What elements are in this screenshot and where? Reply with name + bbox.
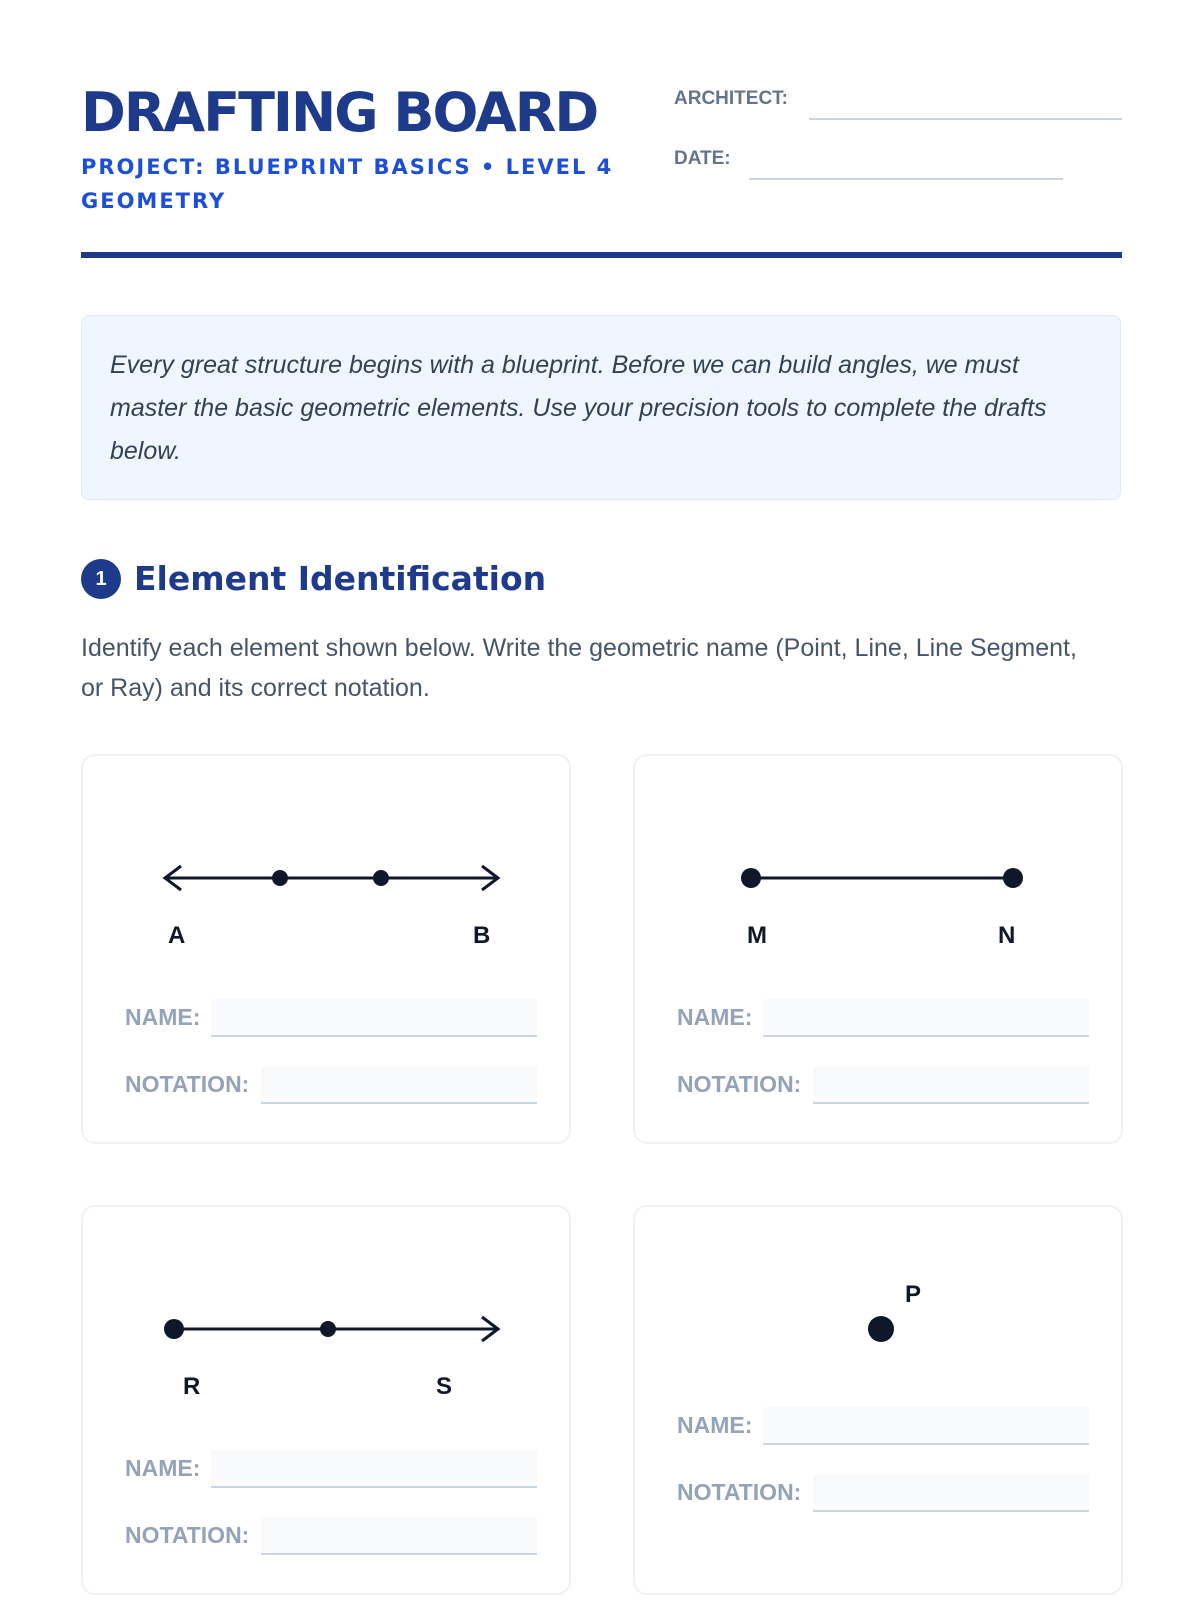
- element-card-ray: [81, 1205, 571, 1595]
- name-label: NAME:: [125, 1455, 201, 1481]
- architect-label: ARCHITECT:: [674, 88, 788, 109]
- name-input[interactable]: [211, 999, 537, 1037]
- notation-input[interactable]: [261, 1517, 537, 1555]
- point-label: N: [998, 922, 1016, 949]
- notation-input[interactable]: [813, 1066, 1089, 1104]
- page-title: DRAFTING BOARD: [81, 81, 598, 144]
- name-label: NAME:: [677, 1004, 753, 1030]
- notation-label: NOTATION:: [677, 1071, 802, 1097]
- point-b-dot: [373, 870, 389, 886]
- intro-callout: Every great structure begins with a blueprint. Before we can build angles, we must master the basic geometric elements. Use your precision tools to complete the drafts below.: [81, 315, 1121, 500]
- element-card-point: [633, 1205, 1123, 1595]
- section-title: Element Identification: [134, 559, 547, 598]
- date-label: DATE:: [674, 148, 731, 169]
- name-input[interactable]: [763, 1407, 1089, 1445]
- endpoint-r-dot: [164, 1319, 184, 1339]
- project-subtitle: PROJECT: BLUEPRINT BASICS • LEVEL 4 GEOMETRY: [81, 155, 614, 213]
- point-label: A: [168, 922, 186, 949]
- point-a-dot: [272, 870, 288, 886]
- header-divider: [81, 252, 1122, 258]
- element-card-segment: [633, 754, 1123, 1144]
- notation-label: NOTATION:: [677, 1479, 802, 1505]
- point-label: R: [183, 1373, 201, 1400]
- notation-input[interactable]: [261, 1066, 537, 1104]
- architect-field[interactable]: [809, 118, 1122, 120]
- name-label: NAME:: [677, 1412, 753, 1438]
- name-input[interactable]: [211, 1450, 537, 1488]
- notation-input[interactable]: [813, 1474, 1089, 1512]
- element-card-line: [81, 754, 571, 1144]
- notation-label: NOTATION:: [125, 1522, 250, 1548]
- endpoint-m-dot: [741, 868, 761, 888]
- point-label: B: [473, 922, 491, 949]
- point-diagram: [635, 1207, 1125, 1597]
- section-number-badge: 1: [81, 559, 121, 599]
- name-label: NAME:: [125, 1004, 201, 1030]
- section-instructions: Identify each element shown below. Write the geometric name (Point, Line, Line Segment, or Ray) and its correct notation.: [81, 634, 1077, 702]
- point-s-dot: [320, 1321, 336, 1337]
- point-p-dot: [868, 1316, 894, 1342]
- notation-label: NOTATION:: [125, 1071, 250, 1097]
- worksheet-header: [81, 80, 1122, 260]
- point-label: P: [905, 1281, 922, 1308]
- point-label: S: [436, 1373, 453, 1400]
- date-field[interactable]: [749, 178, 1063, 180]
- name-input[interactable]: [763, 999, 1089, 1037]
- endpoint-n-dot: [1003, 868, 1023, 888]
- point-label: M: [747, 922, 767, 949]
